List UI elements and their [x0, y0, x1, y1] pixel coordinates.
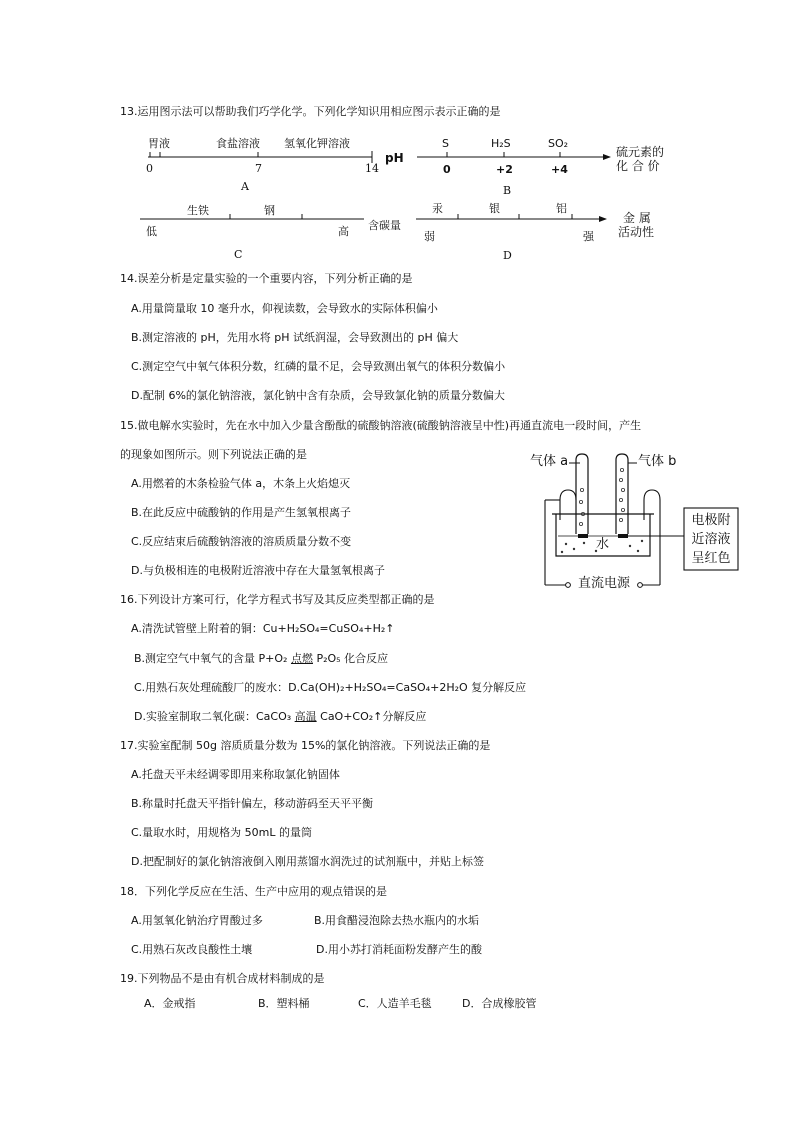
q13a-letter: A: [241, 180, 249, 193]
q17-stem: 17.实验室配制 50g 溶质质量分数为 15%的氯化钠溶液。下列说法正确的是: [120, 739, 491, 752]
q13b-species-so2: SO₂: [548, 137, 569, 150]
q18-option-a: A.用氢氧化钠治疗胃酸过多: [131, 914, 263, 927]
q13a-label-gastric: 胃液: [148, 137, 170, 150]
q13c-label-steel: 钢: [264, 204, 275, 217]
q16-b-equation-right: P₂O₅ 化合反应: [312, 652, 389, 665]
q17-option-a: A.托盘天平未经调零即用来称取氯化钠固体: [131, 768, 340, 781]
q13c-label-low: 低: [146, 225, 157, 238]
q13d-label-ag: 银: [489, 202, 500, 215]
q15-option-b: B.在此反应中硫酸钠的作用是产生氢氧根离子: [131, 506, 352, 519]
q13b-value-2: +2: [496, 163, 513, 176]
q13b-species-s: S: [442, 137, 449, 150]
q17-option-b: B.称量时托盘天平指针偏左，移动游码至天平平衡: [131, 797, 374, 810]
q14-option-d: D.配制 6%的氯化钠溶液，氯化钠中含有杂质，会导致氯化钠的质量分数偏大: [131, 389, 505, 402]
q15-option-d: D.与负极相连的电极附近溶液中存在大量氢氧根离子: [131, 564, 385, 577]
q13b-value-4: +4: [551, 163, 568, 176]
gas-b-label: 气体 b: [638, 454, 677, 469]
q18-option-d: D.用小苏打消耗面粉发酵产生的酸: [316, 943, 482, 956]
q17-option-d: D.把配制好的氯化钠溶液倒入刚用蒸馏水润洗过的试剂瓶中，并贴上标签: [131, 855, 484, 868]
q16-b-equation-left: B.测定空气中氧气的含量 P+O₂: [134, 652, 291, 665]
q13a-tick-14: 14: [365, 162, 379, 175]
q16-d-condition: 高温: [294, 710, 317, 723]
q13d-axis-label-1: 金 属: [623, 211, 651, 225]
q15-stem-line2: 的现象如图所示。则下列说法正确的是: [120, 448, 307, 461]
q19-option-b: B．塑料桶: [258, 997, 310, 1010]
q13c-label-pig-iron: 生铁: [187, 204, 209, 217]
q16-d-equation-left: D.实验室制取二氧化碳：CaCO₃: [134, 710, 295, 723]
q19-stem: 19.下列物品不是由有机合成材料制成的是: [120, 972, 325, 985]
q16-option-a: A.清洗试管壁上附着的铜：Cu+H₂SO₄=CuSO₄+H₂↑: [131, 622, 395, 635]
q13a-label-salt: 食盐溶液: [216, 137, 260, 150]
q13b-species-h2s: H₂S: [491, 137, 511, 150]
q18-stem: 18．下列化学反应在生活、生产中应用的观点错误的是: [120, 885, 387, 898]
q19-option-d: D．合成橡胶管: [462, 997, 537, 1010]
q16-option-c: C.用熟石灰处理硫酸厂的废水：D.Ca(OH)₂+H₂SO₄=CaSO₄+2H₂O 复分解反应: [134, 681, 527, 694]
q13a-label-koh: 氢氧化钾溶液: [284, 137, 350, 150]
q14-stem: 14.误差分析是定量实验的一个重要内容，下列分析正确的是: [120, 272, 413, 285]
q15-stem-line1: 15.做电解水实验时，先在水中加入少量含酚酞的硫酸钠溶液(硫酸钠溶液呈中性)再通直流电一段时间，产生: [120, 419, 642, 432]
gas-a-label: 气体 a: [530, 454, 569, 469]
q13a-tick-7: 7: [255, 162, 262, 175]
q13b-axis-label-2: 化 合 价: [616, 159, 660, 173]
callout-line-1: 电极附: [691, 513, 731, 528]
q13b-letter: B: [503, 184, 512, 197]
q13d-label-hg: 汞: [432, 202, 443, 215]
q13c-letter: C: [234, 248, 243, 261]
q13b-value-0: 0: [443, 163, 451, 176]
q13a-axis-label: pH: [385, 151, 404, 165]
q17-option-c: C.量取水时，用规格为 50mL 的量筒: [131, 826, 313, 839]
water-label: 水: [596, 537, 610, 552]
q16-stem: 16.下列设计方案可行，化学方程式书写及其反应类型都正确的是: [120, 593, 435, 606]
q15-option-a: A.用燃着的木条检验气体 a，木条上火焰熄灭: [131, 477, 351, 490]
q13b-axis-label-1: 硫元素的: [616, 145, 665, 159]
q13d-letter: D: [503, 249, 512, 262]
q14-option-b: B.测定溶液的 pH，先用水将 pH 试纸润湿，会导致测出的 pH 偏大: [131, 331, 459, 344]
q13c-axis-label: 含碳量: [368, 219, 401, 232]
q16-option-b: [134, 652, 388, 666]
q15-option-c: C.反应结束后硫酸钠溶液的溶质质量分数不变: [131, 535, 352, 548]
q16-b-condition: 点燃: [290, 652, 313, 665]
q16-d-equation-right: CaO+CO₂↑分解反应: [316, 710, 427, 723]
q13d-label-al: 铝: [556, 202, 567, 215]
q13d-label-strong: 强: [583, 230, 594, 243]
q13d-axis-label-2: 活动性: [618, 225, 655, 239]
q13a-tick-0: 0: [146, 162, 153, 175]
q19-option-c: C．人造羊毛毯: [358, 997, 432, 1010]
q19-option-a: A．金戒指: [144, 997, 196, 1010]
q18-option-c: C.用熟石灰改良酸性土壤: [131, 943, 253, 956]
q16-option-d: [134, 710, 426, 724]
q18-option-b: B.用食醋浸泡除去热水瓶内的水垢: [314, 914, 480, 927]
q13-stem: 13.运用图示法可以帮助我们巧学化学。下列化学知识用相应图示表示正确的是: [120, 105, 501, 118]
callout-line-3: 呈红色: [691, 551, 731, 566]
callout-line-2: 近溶液: [691, 532, 731, 547]
q13c-label-high: 高: [338, 225, 349, 238]
q13d-label-weak: 弱: [424, 230, 435, 243]
q14-option-c: C.测定空气中氧气体积分数，红磷的量不足，会导致测出氧气的体积分数偏小: [131, 360, 506, 373]
q14-option-a: A.用量筒量取 10 毫升水，仰视读数，会导致水的实际体积偏小: [131, 302, 438, 315]
power-supply-label: 直流电源: [578, 576, 631, 591]
